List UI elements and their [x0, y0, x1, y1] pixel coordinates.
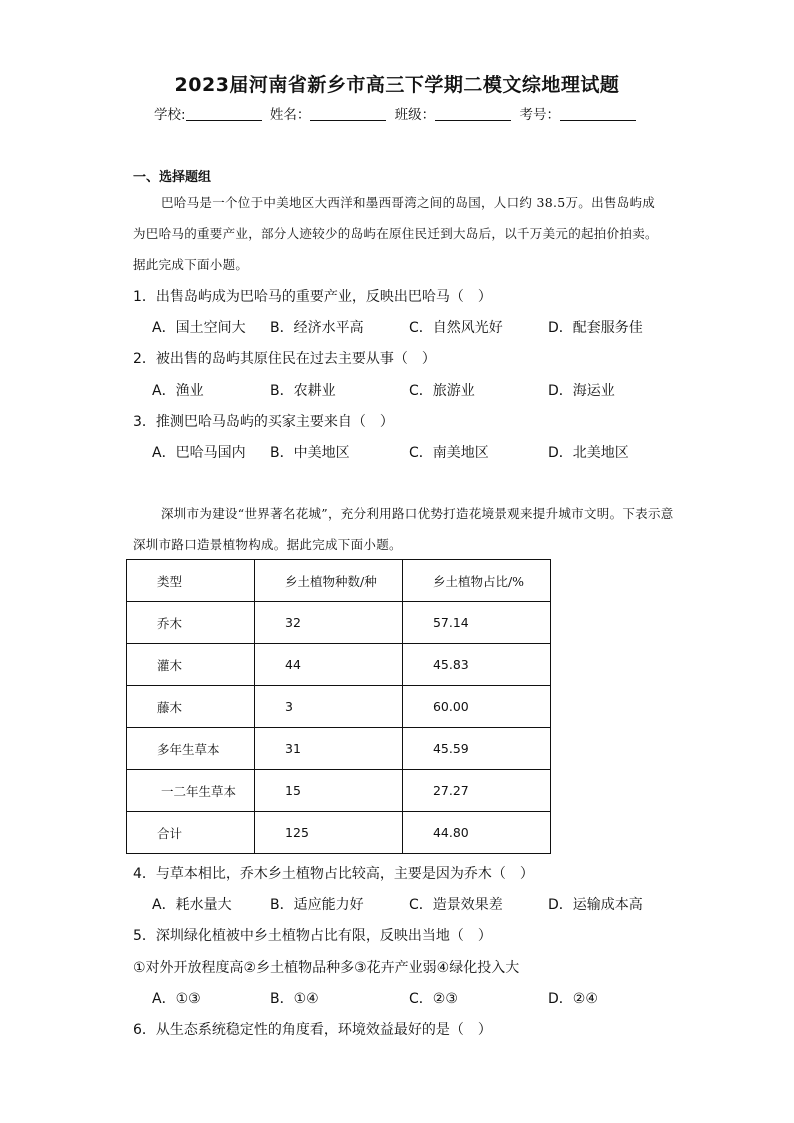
- q1-option-d[interactable]: D．配套服务佳: [548, 320, 643, 336]
- name-blank[interactable]: [310, 106, 386, 121]
- class-blank[interactable]: [435, 106, 511, 121]
- question-3-options: [152, 442, 712, 462]
- table-cell-ratio: 27.27: [402, 770, 550, 812]
- question-5-choices: ①对外开放程度高②乡土植物品种多③花卉产业弱④绿化投入大: [133, 960, 520, 976]
- q2-option-d[interactable]: D．海运业: [548, 383, 615, 399]
- table-cell-count: 15: [255, 770, 403, 812]
- q1-option-b[interactable]: B．经济水平高: [270, 320, 364, 336]
- table-row: [127, 644, 551, 686]
- passage-shenzhen: 深圳市为建设“世界著名花城”，充分利用路口优势打造花境景观来提升城市文明。下表示意深圳市路口造景植物构成。据此完成下面小题。: [133, 506, 674, 552]
- q2-option-c[interactable]: C．旅游业: [409, 383, 475, 399]
- question-1-options: [152, 317, 712, 337]
- q4-option-d[interactable]: D．运输成本高: [548, 897, 643, 913]
- table-cell-count: 44: [255, 644, 403, 686]
- table-row: [127, 770, 551, 812]
- table-header-type: 类型: [127, 560, 255, 602]
- q2-option-a[interactable]: A．渔业: [152, 383, 204, 399]
- q4-option-a[interactable]: A．耗水量大: [152, 897, 232, 913]
- q3-option-d[interactable]: D．北美地区: [548, 445, 629, 461]
- q5-option-d[interactable]: D．②④: [548, 991, 598, 1007]
- table-header-count: 乡土植物种数/种: [255, 560, 403, 602]
- plant-composition-table: [126, 559, 551, 854]
- q5-option-c[interactable]: C．②③: [409, 991, 458, 1007]
- passage-bahamas: 巴哈马是一个位于中美地区大西洋和墨西哥湾之间的岛国，人口约 38.5万。出售岛屿成为巴哈马的重要产业，部分人迹较少的岛屿在原住民迁到大岛后，以千万美元的起拍价拍卖。据此完成下面小题。: [133, 195, 658, 272]
- school-blank[interactable]: [186, 106, 262, 121]
- q5-option-a[interactable]: A．①③: [152, 991, 201, 1007]
- table-cell-type: 多年生草本: [127, 728, 255, 770]
- table-row: [127, 686, 551, 728]
- question-5-stem: 5．深圳绿化植被中乡土植物占比有限，反映出当地（ ）: [133, 928, 492, 944]
- table-cell-ratio: 60.00: [402, 686, 550, 728]
- table-cell-count: 31: [255, 728, 403, 770]
- page-title: 2023届河南省新乡市高三下学期二模文综地理试题: [174, 74, 620, 96]
- question-1-stem: 1．出售岛屿成为巴哈马的重要产业，反映出巴哈马（ ）: [133, 289, 492, 305]
- table-cell-type: 一二年生草本: [127, 770, 255, 812]
- student-info-line: [0, 103, 794, 123]
- q1-option-a[interactable]: A．国土空间大: [152, 320, 246, 336]
- school-label: 学校:: [154, 107, 186, 123]
- table-cell-type: 灌木: [127, 644, 255, 686]
- question-4-options: [152, 894, 712, 914]
- table-cell-ratio: 45.59: [402, 728, 550, 770]
- name-label: 姓名：: [269, 107, 311, 123]
- table-cell-count: 3: [255, 686, 403, 728]
- table-cell-type: 乔木: [127, 602, 255, 644]
- table-header-ratio: 乡土植物占比/%: [402, 560, 550, 602]
- section-title: 一、选择题组: [133, 170, 212, 185]
- table-cell-type: 合计: [127, 812, 255, 854]
- class-label: 班级：: [394, 107, 436, 123]
- table-cell-count: 32: [255, 602, 403, 644]
- question-2-stem: 2．被出售的岛屿其原住民在过去主要从事（ ）: [133, 351, 436, 367]
- exam-no-blank[interactable]: [560, 106, 636, 121]
- q4-option-c[interactable]: C．造景效果差: [409, 897, 503, 913]
- q3-option-c[interactable]: C．南美地区: [409, 445, 489, 461]
- q4-option-b[interactable]: B．适应能力好: [270, 897, 364, 913]
- table-row: [127, 602, 551, 644]
- q3-option-b[interactable]: B．中美地区: [270, 445, 350, 461]
- question-5-options: [152, 988, 712, 1008]
- table-cell-type: 藤木: [127, 686, 255, 728]
- q3-option-a[interactable]: A．巴哈马国内: [152, 445, 246, 461]
- table-cell-ratio: 44.80: [402, 812, 550, 854]
- question-2-options: [152, 380, 712, 400]
- q5-option-b[interactable]: B．①④: [270, 991, 319, 1007]
- table-cell-ratio: 57.14: [402, 602, 550, 644]
- table-cell-count: 125: [255, 812, 403, 854]
- table-row: [127, 728, 551, 770]
- table-row: [127, 812, 551, 854]
- table-header-row: [127, 560, 551, 602]
- question-3-stem: 3．推测巴哈马岛屿的买家主要来自（ ）: [133, 414, 394, 430]
- q2-option-b[interactable]: B．农耕业: [270, 383, 336, 399]
- table-cell-ratio: 45.83: [402, 644, 550, 686]
- q1-option-c[interactable]: C．自然风光好: [409, 320, 503, 336]
- question-4-stem: 4．与草本相比，乔木乡土植物占比较高，主要是因为乔木（ ）: [133, 866, 534, 882]
- question-6-stem: 6．从生态系统稳定性的角度看，环境效益最好的是（ ）: [133, 1022, 492, 1038]
- exam-no-label: 考号：: [519, 107, 560, 123]
